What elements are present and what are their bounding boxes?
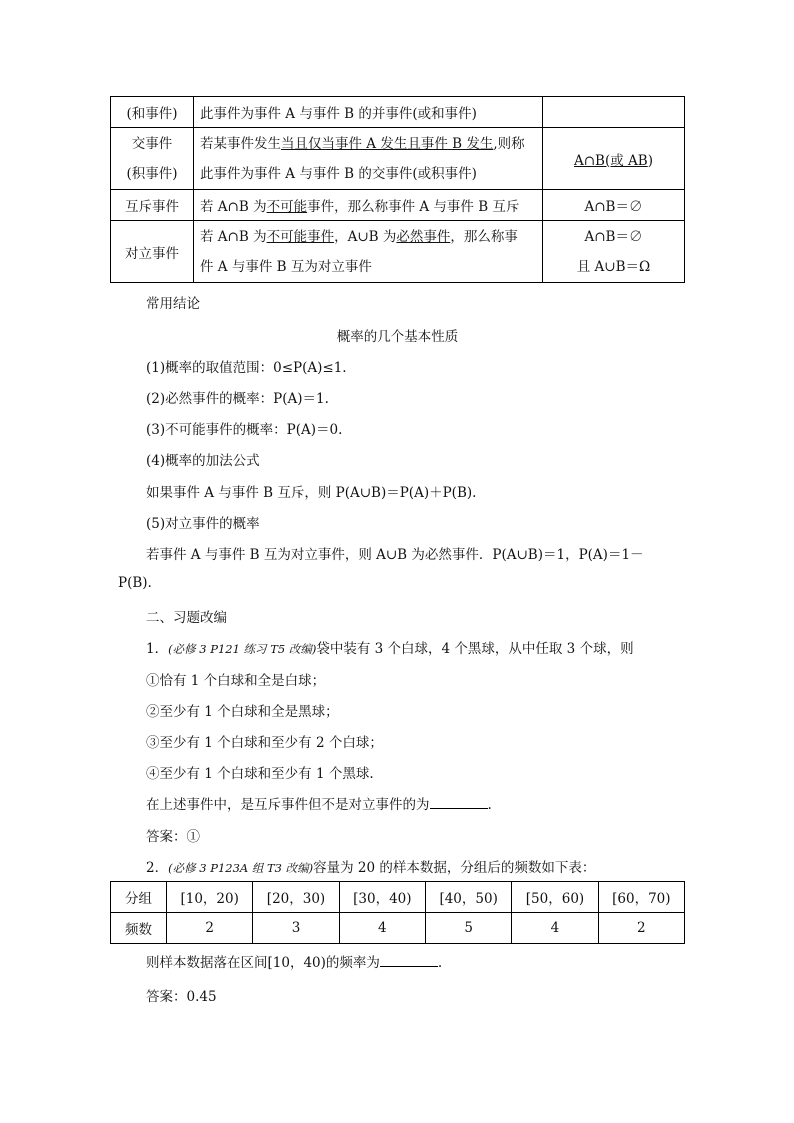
table-cell	[194, 221, 543, 283]
question-2	[146, 856, 595, 876]
answer-blank	[430, 796, 488, 809]
underlined-text: A∩B(或	[574, 152, 629, 169]
paragraph: (2)必然事件的概率：P(A)＝1.	[146, 391, 329, 407]
table-cell: 4	[339, 913, 425, 944]
table-cell	[111, 97, 194, 128]
underlined-text: 当且仅当事件 A 发生且事件 B 发生	[281, 135, 494, 152]
question-text: 容量为 20 的样本数据，分组后的频数如下表：	[313, 860, 596, 876]
option: ②至少有 1 个白球和全是黑球；	[146, 704, 339, 720]
paragraph: (3)不可能事件的概率：P(A)＝0.	[146, 422, 343, 438]
cell-text: ,则称	[493, 135, 525, 152]
table-cell: [20，30)	[253, 882, 339, 913]
table-cell: 3	[253, 913, 339, 944]
question-prompt: 则样本数据落在区间[10，40)的频率为 .	[146, 955, 443, 971]
cell-text: A∩B＝∅	[584, 228, 643, 245]
underlined-text: 不可能事件	[266, 228, 335, 245]
table-row	[111, 221, 685, 283]
cell-text: 此事件为事件 A 与事件 B 的并事件(或和事件)	[200, 106, 477, 122]
underlined-text: 不可能	[266, 199, 308, 215]
table-cell	[543, 97, 685, 128]
event-relations-table	[110, 96, 685, 283]
table-cell: [40，50)	[425, 882, 511, 913]
table-row	[111, 882, 685, 913]
cell-text: 事件，那么称事件 A 与事件 B 互斥	[307, 199, 520, 215]
paragraph: P(B).	[118, 575, 152, 591]
table-row	[111, 190, 685, 221]
prompt-text: 在上述事件中，是互斥事件但不是对立事件的为	[146, 797, 430, 813]
cell-text: )	[647, 152, 653, 169]
table-cell: [30，40)	[339, 882, 425, 913]
cell-text: 互斥事件	[125, 199, 179, 215]
cell-text: 件 A 与事件 B 互为对立事件	[200, 258, 372, 275]
cell-text: 交事件	[131, 135, 173, 152]
answer-blank	[380, 954, 438, 967]
paragraph: (4)概率的加法公式	[146, 453, 260, 469]
section-heading: 常用结论	[146, 296, 200, 312]
cell-text: (积事件)	[126, 165, 178, 182]
question-prompt: 在上述事件中，是互斥事件但不是对立事件的为 .	[146, 797, 492, 813]
cell-text: ，那么称事	[450, 228, 518, 245]
table-cell: 4	[512, 913, 598, 944]
table-cell	[111, 190, 194, 221]
table-cell	[194, 128, 543, 190]
cell-text: A∩B＝∅	[584, 199, 643, 215]
cell-text: (和事件)	[126, 106, 178, 122]
cell-text: 对立事件	[125, 245, 179, 262]
table-cell: [60，70)	[598, 882, 684, 913]
answer: 答案：①	[146, 829, 200, 845]
table-cell	[543, 190, 685, 221]
table-cell: [50，60)	[512, 882, 598, 913]
table-cell: 分组	[111, 882, 167, 913]
underlined-text: AB	[628, 152, 648, 169]
prompt-text: 则样本数据落在区间[10，40)的频率为	[146, 955, 380, 971]
question-number: 1．	[146, 641, 169, 657]
question-text: 袋中装有 3 个白球，4 个黑球，从中任取 3 个球，则	[316, 641, 634, 657]
cell-text: 若 A∩B 为	[200, 199, 267, 215]
option: ①恰有 1 个白球和全是白球；	[146, 673, 326, 689]
table-cell	[194, 190, 543, 221]
cell-text: ，A∪B 为	[334, 228, 397, 245]
answer: 答案：0.45	[146, 989, 217, 1005]
table-cell: [10，20)	[167, 882, 253, 913]
paragraph: 若事件 A 与事件 B 互为对立事件，则 A∪B 为必然事件．P(A∪B)＝1，P(A)＝1－	[146, 547, 644, 563]
table-cell: 频数	[111, 913, 167, 944]
paragraph: (1)概率的取值范围：0≤P(A)≤1.	[146, 360, 347, 376]
question-source: (必修 3 P121 练习 T5 改编)	[168, 642, 317, 656]
question-number: 2．	[146, 860, 169, 876]
cell-text: 若 A∩B 为	[200, 228, 267, 245]
table-cell: 5	[425, 913, 511, 944]
frequency-table	[110, 881, 685, 944]
table-cell	[111, 128, 194, 190]
table-row	[111, 128, 685, 190]
paragraph: (5)对立事件的概率	[146, 516, 260, 532]
cell-text: 此事件为事件 A 与事件 B 的交事件(或积事件)	[200, 165, 477, 182]
question-1	[146, 637, 634, 657]
cell-text: 且 A∪B＝Ω	[576, 258, 651, 275]
question-source: (必修 3 P123A 组 T3 改编)	[168, 861, 314, 875]
table-row	[111, 913, 685, 944]
table-cell	[111, 221, 194, 283]
option: ③至少有 1 个白球和至少有 2 个白球；	[146, 735, 383, 751]
table-cell	[543, 221, 685, 283]
table-cell: 2	[167, 913, 253, 944]
underlined-text: 必然事件	[396, 228, 451, 245]
section-heading: 二、习题改编	[146, 610, 227, 626]
paragraph: 如果事件 A 与事件 B 互斥，则 P(A∪B)＝P(A)＋P(B).	[146, 485, 477, 501]
table-cell: 2	[598, 913, 684, 944]
option: ④至少有 1 个白球和至少有 1 个黑球.	[146, 766, 374, 782]
table-cell	[543, 128, 685, 190]
section-title: 概率的几个基本性质	[336, 329, 459, 345]
table-row	[111, 97, 685, 128]
table-cell	[194, 97, 543, 128]
cell-text: 若某事件发生	[200, 135, 281, 152]
